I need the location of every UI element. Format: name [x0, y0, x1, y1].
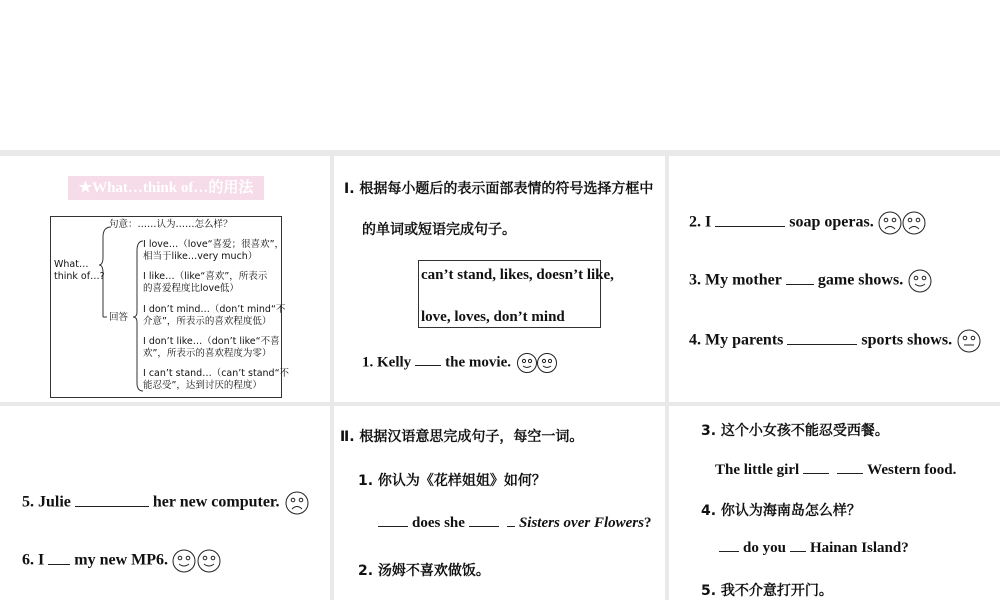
question-two-1-mid: does she: [412, 515, 465, 531]
question-6-end: my new MP6.: [74, 551, 168, 569]
question-two-5-cn: 5. 我不介意打开门。: [701, 583, 833, 599]
instruction-line-1: Ⅰ. 根据每小题后的表示面部表情的符号选择方框中: [344, 181, 654, 197]
sad-face-icon: [284, 488, 310, 518]
diagram-root: [54, 259, 105, 283]
question-two-3-cn: 3. 这个小女孩不能忍受西餐。: [701, 423, 889, 439]
diagram-root-text: What… think of…?: [54, 259, 105, 282]
question-4-end: sports shows.: [861, 331, 953, 349]
question-3: [689, 268, 933, 294]
instruction-line-2: 的单词或短语完成句子。: [362, 222, 516, 238]
diagram-answer-cant-stand: I can’t stand…（can’t stand“不 能忍受”，达到讨厌的程度）: [143, 368, 289, 391]
double-smile-face-icon: [172, 546, 222, 576]
answer-blank[interactable]: [469, 525, 499, 527]
question-two-3-start: The little girl: [715, 462, 800, 478]
question-5-end: her new computer.: [152, 493, 280, 511]
answer-blank[interactable]: [719, 550, 739, 552]
diagram-meaning: 句意：……认为……怎么样？: [109, 219, 233, 230]
panel-exercise-one-continued: [669, 156, 1000, 402]
diagram-answer-love: I love…（love“喜爱；很喜欢”， 相当于like…very much）: [143, 239, 285, 262]
slide-grid: [0, 150, 1000, 600]
answer-blank[interactable]: [786, 283, 814, 285]
word-box-line-1: can’t stand, likes, doesn’t like,: [421, 267, 614, 283]
diagram-answer-like: I like…（like“喜欢”，所表示 的喜爱程度比love低）: [143, 271, 268, 294]
question-6-start: 6. I: [22, 551, 45, 569]
double-smile-face-icon: [517, 352, 557, 374]
double-sad-face-icon: [878, 210, 926, 236]
question-two-1-end: ?: [643, 515, 652, 531]
question-5: [22, 488, 310, 518]
usage-banner: ★What…think of…的用法: [68, 176, 264, 200]
answer-blank[interactable]: [790, 550, 806, 552]
answer-blank[interactable]: [415, 364, 441, 366]
question-2-end: soap operas.: [789, 213, 874, 231]
question-1: [362, 352, 557, 374]
question-1-start: 1. Kelly: [362, 354, 412, 371]
instruction-two: Ⅱ. 根据汉语意思完成句子，每空一词。: [340, 429, 584, 445]
question-4-start: 4. My parents: [689, 331, 784, 349]
answer-blank[interactable]: [803, 472, 829, 474]
word-box-line-2: love, loves, don’t mind: [421, 309, 565, 325]
question-2-start: 2. I: [689, 213, 712, 231]
question-3-start: 3. My mother: [689, 271, 782, 289]
panel-what-think-of-usage: [0, 156, 330, 402]
word-box: [418, 260, 614, 328]
question-two-3-en: [715, 462, 956, 479]
question-5-start: 5. Julie: [22, 493, 71, 511]
question-1-end: the movie.: [445, 354, 511, 371]
answer-blank[interactable]: [75, 505, 149, 507]
smile-face-icon: [907, 268, 933, 294]
question-two-1-title: Sisters over Flowers: [518, 515, 644, 531]
neutral-face-icon: [956, 326, 982, 356]
faces-q1: [517, 352, 557, 374]
panel-exercise-two-continued: [669, 406, 1000, 600]
question-two-2-cn: 2. 汤姆不喜欢做饭。: [358, 563, 490, 579]
usage-diagram: [50, 216, 289, 398]
panel-exercise-two: [334, 406, 665, 600]
diagram-answer-dont-like: I don’t like…（don’t like“不喜 欢”，所表示的喜欢程度为零）: [143, 336, 280, 359]
question-3-end: game shows.: [817, 271, 904, 289]
question-two-1-en: [374, 515, 651, 532]
question-two-4-cn: 4. 你认为海南岛怎么样？: [701, 503, 861, 519]
question-6: [22, 546, 222, 576]
diagram-answer-label: 回答: [109, 312, 129, 323]
answer-blank[interactable]: [507, 525, 515, 527]
question-2: [689, 210, 926, 236]
answer-blank[interactable]: [378, 525, 408, 527]
question-two-4-mid: do you: [743, 540, 786, 556]
panel-exercise-one: [334, 156, 665, 402]
question-two-4-en: [715, 540, 909, 557]
answer-blank[interactable]: [837, 472, 863, 474]
question-two-1-cn: 1. 你认为《花样姐姐》如何？: [358, 473, 546, 489]
answer-blank[interactable]: [787, 343, 857, 345]
question-two-3-end: Western food.: [867, 462, 957, 478]
panel-exercise-one-end: [0, 406, 330, 600]
answer-blank[interactable]: [715, 225, 785, 227]
diagram-answer-dont-mind: I don’t mind…（don’t mind“不 介意”，所表示的喜欢程度低）: [143, 304, 286, 327]
question-two-4-end: Hainan Island?: [809, 540, 909, 556]
question-4: [689, 326, 982, 356]
answer-blank[interactable]: [48, 563, 70, 565]
